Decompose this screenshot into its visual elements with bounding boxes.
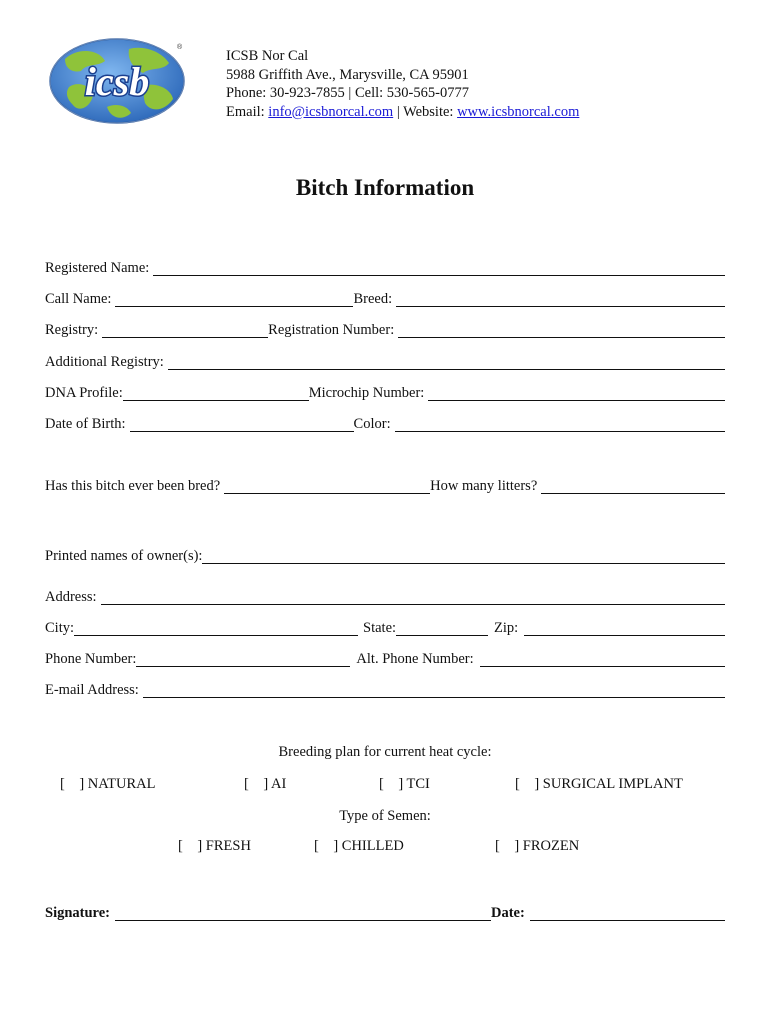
- address-row: [45, 587, 725, 607]
- color-field[interactable]: [395, 417, 725, 432]
- org-name: ICSB Nor Cal: [226, 48, 309, 64]
- option-fresh[interactable]: [ ] FRESH: [178, 838, 251, 854]
- date-of-birth-label: Date of Birth:: [45, 416, 126, 432]
- additional-registry-label: Additional Registry:: [45, 354, 164, 370]
- registry-row: [45, 320, 725, 340]
- owners-label: Printed names of owner(s):: [45, 548, 203, 564]
- email-address-field[interactable]: [143, 683, 725, 698]
- registered-name-row: [45, 258, 725, 278]
- email-row: [45, 680, 725, 700]
- option-frozen[interactable]: [ ] FROZEN: [495, 838, 580, 854]
- registry-label: Registry:: [45, 322, 99, 338]
- ever-bred-field[interactable]: [224, 479, 430, 494]
- date-of-birth-field[interactable]: [130, 417, 354, 432]
- zip-label: Zip:: [494, 620, 519, 636]
- org-address: 5988 Griffith Ave., Marysville, CA 95901: [226, 66, 469, 83]
- dna-profile-field[interactable]: [123, 386, 309, 401]
- microchip-number-label: Microchip Number:: [308, 385, 425, 401]
- registered-name-label: Registered Name:: [45, 260, 150, 276]
- signature-label: Signature:: [45, 905, 110, 921]
- phone-label: Phone Number:: [45, 651, 137, 667]
- owners-field[interactable]: [202, 549, 725, 564]
- owners-row: [45, 546, 725, 566]
- breed-label: Breed:: [353, 291, 393, 307]
- dna-microchip-row: [45, 383, 725, 403]
- call-name-label: Call Name:: [45, 291, 112, 307]
- breeding-plan-heading: Breeding plan for current heat cycle:: [278, 744, 492, 760]
- option-ai[interactable]: [ ] AI: [244, 776, 287, 792]
- alt-phone-field[interactable]: [480, 652, 725, 667]
- website-link[interactable]: www.icsbnorcal.com: [457, 103, 580, 120]
- breed-field[interactable]: [396, 292, 725, 307]
- city-field[interactable]: [74, 621, 358, 636]
- date-field[interactable]: [530, 906, 725, 921]
- call-name-breed-row: [45, 289, 725, 309]
- option-chilled[interactable]: [ ] CHILLED: [314, 838, 404, 854]
- logo-text: icsb: [84, 59, 150, 104]
- alt-phone-label: Alt. Phone Number:: [356, 651, 474, 667]
- bred-litters-row: [45, 476, 725, 496]
- city-state-zip-row: [45, 618, 725, 638]
- org-email-website: [226, 103, 579, 122]
- option-natural[interactable]: [ ] NATURAL: [60, 776, 156, 792]
- registration-number-field[interactable]: [398, 323, 725, 338]
- website-label: | Website:: [393, 103, 458, 120]
- icsb-logo: [47, 37, 187, 125]
- how-many-litters-field[interactable]: [541, 479, 725, 494]
- semen-type-heading: Type of Semen:: [339, 808, 431, 824]
- state-label: State:: [363, 620, 397, 636]
- ever-bred-label: Has this bitch ever been bred?: [45, 478, 221, 494]
- registered-mark: ®: [177, 44, 183, 51]
- additional-registry-row: [45, 352, 725, 372]
- zip-field[interactable]: [524, 621, 725, 636]
- email-link[interactable]: info@icsbnorcal.com: [268, 103, 394, 120]
- page-title: Bitch Information: [295, 175, 475, 200]
- call-name-field[interactable]: [115, 292, 353, 307]
- dob-color-row: [45, 414, 725, 434]
- state-field[interactable]: [396, 621, 488, 636]
- option-tci[interactable]: [ ] TCI: [379, 776, 430, 792]
- email-address-label: E-mail Address:: [45, 682, 139, 698]
- option-surgical-implant[interactable]: [ ] SURGICAL IMPLANT: [515, 776, 683, 792]
- city-label: City:: [45, 620, 75, 636]
- registered-name-field[interactable]: [153, 261, 725, 276]
- registration-number-label: Registration Number:: [268, 322, 395, 338]
- dna-profile-label: DNA Profile:: [45, 385, 123, 401]
- signature-field[interactable]: [115, 906, 491, 921]
- additional-registry-field[interactable]: [168, 355, 725, 370]
- phone-field[interactable]: [136, 652, 350, 667]
- email-label: Email:: [226, 103, 269, 120]
- color-label: Color:: [353, 416, 391, 432]
- org-contact-block: [226, 47, 579, 121]
- phone-row: [45, 649, 725, 669]
- microchip-number-field[interactable]: [428, 386, 725, 401]
- org-phone: Phone: 30-923-7855 | Cell: 530-565-0777: [226, 85, 469, 101]
- address-field[interactable]: [101, 590, 725, 605]
- how-many-litters-label: How many litters?: [430, 478, 538, 494]
- signature-row: [45, 903, 725, 923]
- date-label: Date:: [491, 905, 525, 921]
- globe-icon: [47, 37, 187, 125]
- address-label: Address:: [45, 589, 97, 605]
- registry-field[interactable]: [102, 323, 268, 338]
